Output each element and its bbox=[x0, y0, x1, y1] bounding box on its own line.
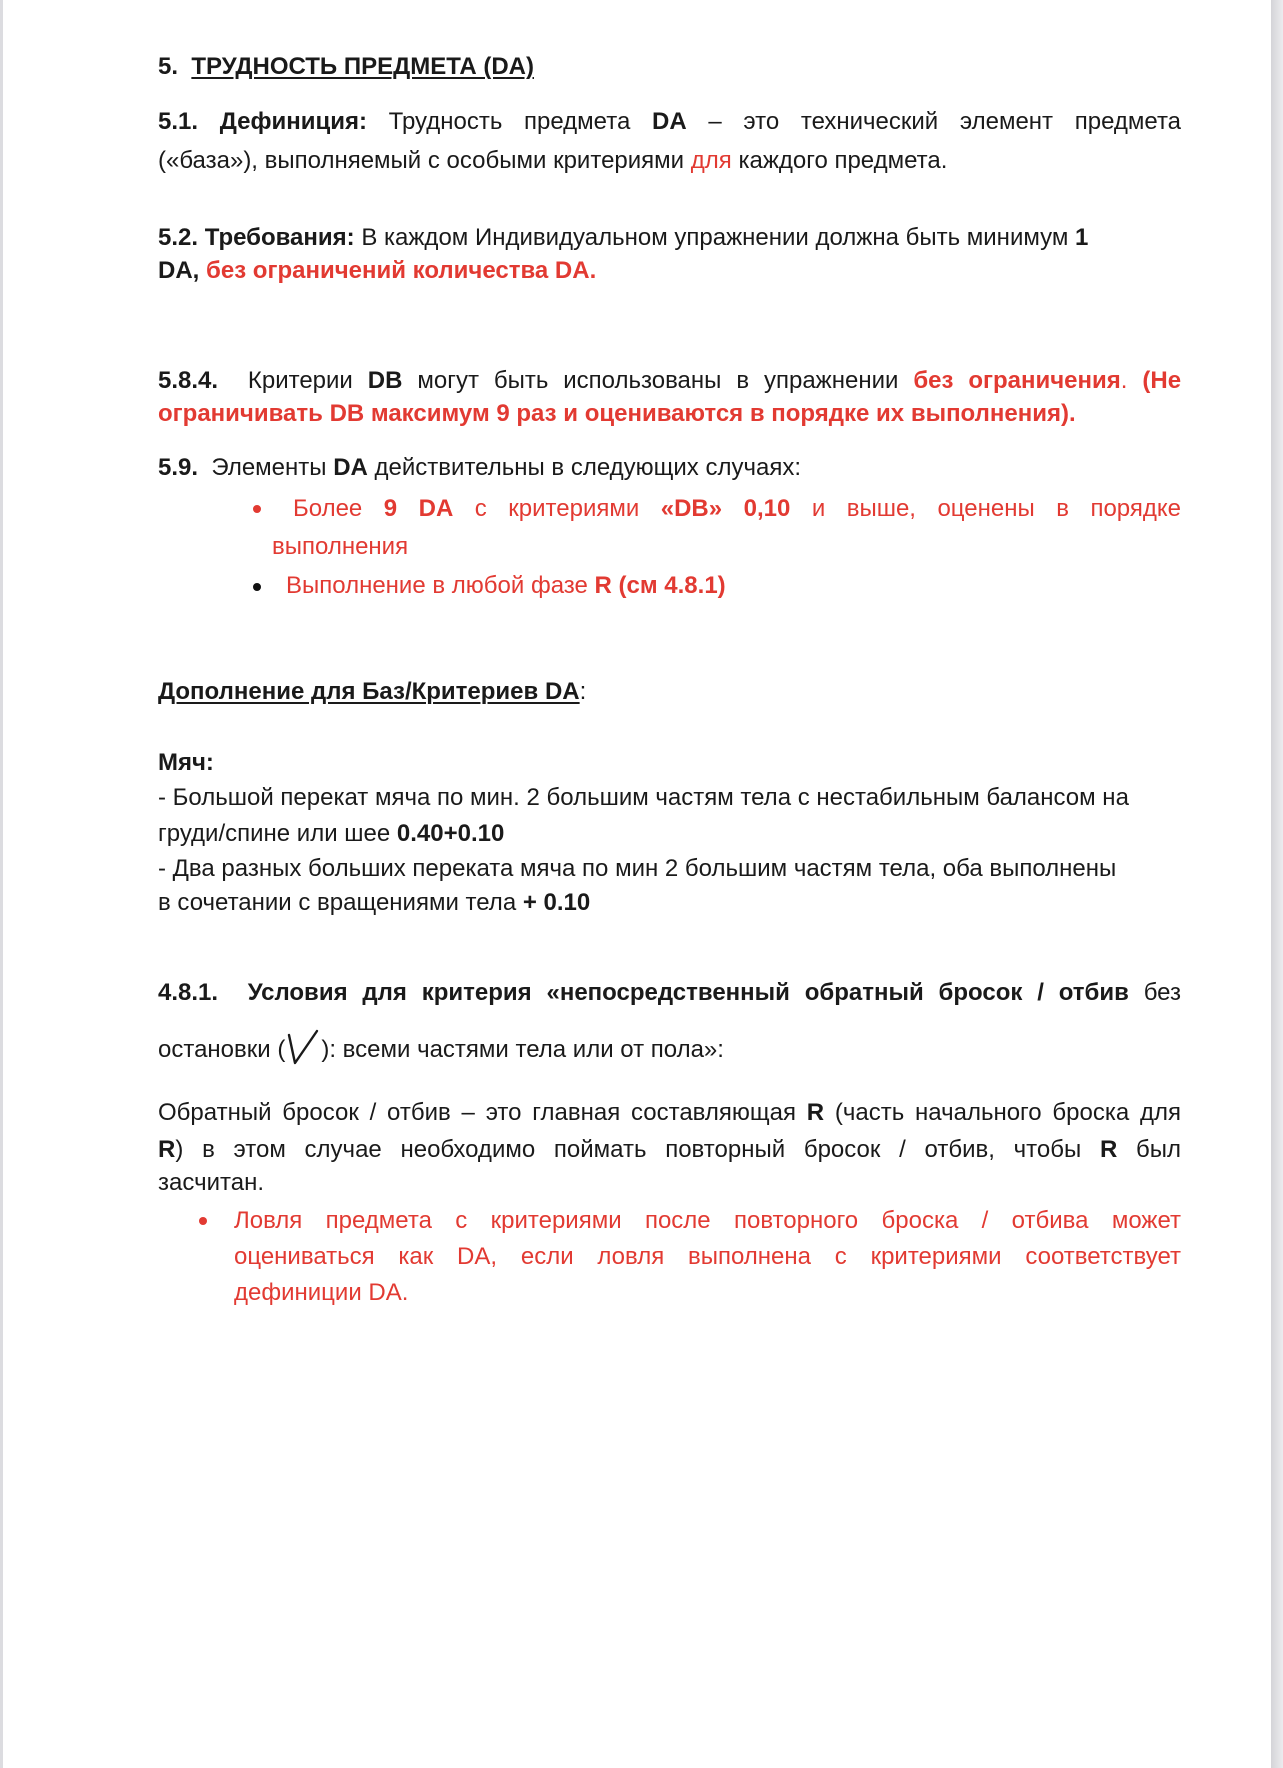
highlighted-text: «DB» 0,10 bbox=[660, 495, 791, 522]
text: могут быть использованы в упражнении bbox=[417, 367, 899, 394]
ball-item-2-line-2 bbox=[158, 888, 1181, 918]
paragraph-rebound-line-2 bbox=[158, 1135, 1181, 1165]
text: (часть начального броска для bbox=[834, 1099, 1182, 1126]
ball-item-1-line-1: - Большой перекат мяча по мин. 2 большим частям тела с нестабильным балансом на bbox=[158, 784, 1129, 811]
score-value: 0.40+0.10 bbox=[396, 820, 505, 847]
paragraph-5-1-line-2 bbox=[158, 146, 1181, 176]
cross-reference: R (см 4.8.1) bbox=[594, 572, 726, 599]
highlighted-text: без ограничений количества DA. bbox=[206, 257, 597, 284]
clause-label: 5.8.4. bbox=[158, 367, 219, 394]
page-right-edge bbox=[1271, 0, 1283, 1768]
clause-label: 4.8.1. bbox=[158, 979, 219, 1006]
text: Более bbox=[293, 495, 363, 522]
paragraph-5-1-line-1 bbox=[158, 107, 1181, 137]
text: был bbox=[1136, 1136, 1182, 1163]
bullet-icon bbox=[253, 583, 261, 591]
bullet-icon bbox=[253, 505, 261, 513]
bullet-icon bbox=[199, 1217, 207, 1225]
section-title: ТРУДНОСТЬ ПРЕДМЕТА (DA) bbox=[191, 53, 534, 80]
text: каждого предмета. bbox=[738, 147, 948, 174]
text: Выполнение в любой фазе bbox=[286, 572, 588, 599]
term-da: DA, bbox=[158, 257, 200, 284]
paragraph-4-8-1-line-1 bbox=[158, 978, 1181, 1008]
ball-item-1-line-2 bbox=[158, 819, 1181, 849]
text: Трудность предмета bbox=[388, 108, 631, 135]
highlighted-text: 9 DA bbox=[383, 495, 454, 522]
criterion-title: Условия для критерия «непосредственный обратный бросок / отбив bbox=[247, 979, 1129, 1006]
text: остановки ( bbox=[158, 1036, 286, 1063]
text: в сочетании с вращениями тела bbox=[158, 889, 517, 916]
term-r: R bbox=[158, 1136, 176, 1163]
text: Обратный бросок / отбив – это главная составляющая bbox=[158, 1099, 796, 1126]
clause-label: 5.2. Требования: bbox=[158, 224, 355, 251]
paragraph-rebound-line-1 bbox=[158, 1098, 1181, 1128]
bullet-item-1-line-1 bbox=[293, 494, 1181, 524]
term-r: R bbox=[806, 1099, 825, 1126]
paragraph-5-2-line-1 bbox=[158, 223, 1181, 253]
text: груди/спине или шее bbox=[158, 820, 391, 847]
section-heading bbox=[158, 52, 1181, 82]
paragraph-5-9 bbox=[158, 453, 1181, 483]
highlighted-text: для bbox=[690, 147, 732, 174]
section-number: 5. bbox=[158, 53, 179, 80]
term-db: DB bbox=[367, 367, 403, 394]
term-da: DA bbox=[333, 454, 368, 481]
bullet-item-1-line-2: выполнения bbox=[272, 533, 409, 560]
addendum-heading bbox=[158, 677, 1181, 707]
rebound-bullet-line-2: оцениваться как DA, если ловля выполнена с критериями соответствует bbox=[234, 1243, 1181, 1270]
paragraph-5-8-4-line-1 bbox=[158, 366, 1181, 396]
bullet-item-2 bbox=[286, 571, 1186, 601]
text: и выше, оценены в порядке bbox=[811, 495, 1182, 522]
addendum-title: Дополнение для Баз/Критериев DA bbox=[158, 678, 580, 705]
text: с критериями bbox=[474, 495, 640, 522]
ball-item-2-line-1: - Два разных больших переката мяча по мин 2 большим частям тела, оба выполнены bbox=[158, 855, 1117, 882]
term-da: DA bbox=[652, 108, 687, 135]
text: – это технический элемент предмета bbox=[708, 108, 1182, 135]
rebound-bullet-line-3: дефиниции DA. bbox=[234, 1279, 409, 1306]
rebound-bullet-line-1: Ловля предмета с критериями после повторного броска / отбива может bbox=[234, 1207, 1181, 1234]
text: без bbox=[1143, 979, 1181, 1006]
score-value: + 0.10 bbox=[522, 889, 591, 916]
clause-label: 5.9. bbox=[158, 454, 199, 481]
check-mark-icon bbox=[285, 1027, 321, 1067]
text: Элементы bbox=[211, 454, 327, 481]
highlighted-text: . bbox=[1120, 367, 1128, 394]
term-r: R bbox=[1099, 1136, 1118, 1163]
colon: : bbox=[579, 678, 587, 705]
paragraph-4-8-1-line-2 bbox=[158, 1027, 1181, 1067]
paragraph-5-2-line-2 bbox=[158, 256, 1181, 286]
paragraph-rebound-line-3: засчитан. bbox=[158, 1169, 264, 1196]
text: действительны в следующих случаях: bbox=[374, 454, 801, 481]
text: ): всеми частями тела или от пола»: bbox=[321, 1036, 724, 1063]
text: («база»), выполняемый с особыми критериями bbox=[158, 147, 685, 174]
highlighted-text: (Не bbox=[1142, 367, 1182, 394]
count-value: 1 bbox=[1075, 224, 1089, 251]
highlighted-text: без ограничения bbox=[913, 367, 1121, 394]
ball-label: Мяч: bbox=[158, 749, 214, 776]
paragraph-5-8-4-line-2: ограничивать DB максимум 9 раз и оцениваются в порядке их выполнения). bbox=[158, 400, 1076, 427]
clause-label: 5.1. Дефиниция: bbox=[158, 108, 367, 135]
text: В каждом Индивидуальном упражнении должна быть минимум bbox=[361, 224, 1069, 251]
text: Критерии bbox=[247, 367, 353, 394]
text: ) в этом случае необходимо поймать повторный бросок / отбив, чтобы bbox=[175, 1136, 1082, 1163]
